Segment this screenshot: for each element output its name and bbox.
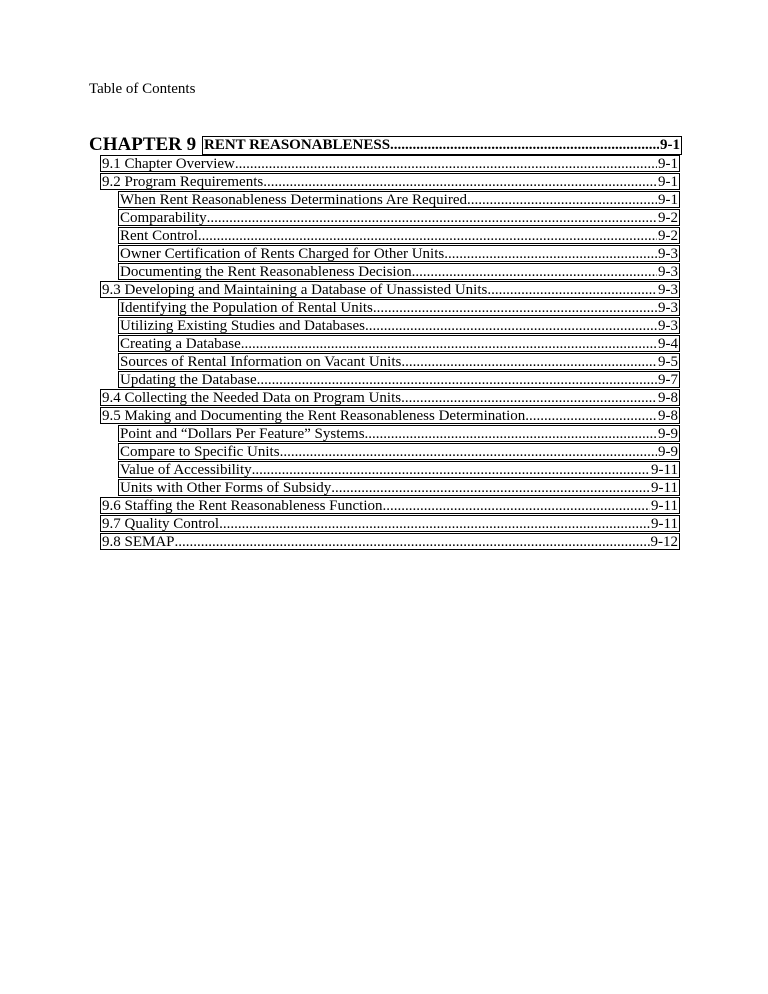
toc-entry-page: 9-1 <box>658 156 678 172</box>
toc-entry-page: 9-8 <box>658 408 678 424</box>
toc-entry-page: 9-9 <box>658 426 678 442</box>
dot-leader <box>365 426 657 441</box>
toc-entry-value-accessibility[interactable] <box>118 461 680 478</box>
chapter-page-number: 9-1 <box>660 137 680 153</box>
dot-leader <box>487 282 657 297</box>
toc-entry-creating-database[interactable] <box>118 335 680 352</box>
toc-entry-owner-certification[interactable] <box>118 245 680 262</box>
toc-heading: Table of Contents <box>89 81 196 97</box>
toc-entry-text: 9.2 Program Requirements <box>102 174 264 190</box>
toc-entry-text: Comparability <box>120 210 207 226</box>
dot-leader <box>235 156 657 171</box>
toc-entry-page: 9-12 <box>650 534 678 550</box>
dot-leader <box>198 228 657 243</box>
toc-entry-page: 9-8 <box>658 390 678 406</box>
toc-entry-page: 9-11 <box>651 516 678 532</box>
toc-entry-existing-studies[interactable] <box>118 317 680 334</box>
toc-entry-identifying-population[interactable] <box>118 299 680 316</box>
toc-entry-text: 9.8 SEMAP <box>102 534 175 550</box>
toc-entry-9-4[interactable] <box>100 389 680 406</box>
dot-leader <box>401 354 657 369</box>
dot-leader <box>383 498 651 513</box>
dot-leader <box>252 462 650 477</box>
dot-leader <box>175 534 650 549</box>
toc-entry-text: Rent Control <box>120 228 198 244</box>
toc-entry-page: 9-1 <box>658 174 678 190</box>
chapter-title: RENT REASONABLENESS <box>204 137 391 153</box>
toc-entry-9-1[interactable] <box>100 155 680 172</box>
toc-entry-compare-specific-units[interactable] <box>118 443 680 460</box>
toc-entry-text: 9.5 Making and Documenting the Rent Reasonableness Determination <box>102 408 526 424</box>
toc-entry-page: 9-3 <box>658 282 678 298</box>
toc-entry-text: Compare to Specific Units <box>120 444 280 460</box>
dot-leader <box>241 336 657 351</box>
dot-leader <box>257 372 657 387</box>
toc-entry-page: 9-9 <box>658 444 678 460</box>
dot-leader <box>373 300 657 315</box>
toc-entry-sources-rental-info[interactable] <box>118 353 680 370</box>
toc-entry-page: 9-1 <box>658 192 678 208</box>
toc-entry-text: 9.6 Staffing the Rent Reasonableness Function <box>102 498 383 514</box>
toc-entry-text: 9.4 Collecting the Needed Data on Program Units <box>102 390 402 406</box>
toc-entry-page: 9-11 <box>651 462 678 478</box>
dot-leader <box>525 408 657 423</box>
toc-entry-9-7[interactable] <box>100 515 680 532</box>
toc-entry-9-8[interactable] <box>100 533 680 550</box>
toc-entry-text: 9.7 Quality Control <box>102 516 220 532</box>
toc-entry-text: Point and “Dollars Per Feature” Systems <box>120 426 365 442</box>
toc-entry-page: 9-2 <box>658 210 678 226</box>
toc-entry-9-2[interactable] <box>100 173 680 190</box>
toc-entry-9-5[interactable] <box>100 407 680 424</box>
toc-entry-rent-control[interactable] <box>118 227 680 244</box>
toc-entry-page: 9-3 <box>658 300 678 316</box>
toc-entry-documenting-decision[interactable] <box>118 263 680 280</box>
toc-entry-text: Updating the Database <box>120 372 257 388</box>
toc-entry-page: 9-7 <box>658 372 678 388</box>
toc-entry-text: Documenting the Rent Reasonableness Decision <box>120 264 412 280</box>
chapter-title-link[interactable] <box>202 136 682 155</box>
dot-leader <box>280 444 657 459</box>
toc-entry-9-3[interactable] <box>100 281 680 298</box>
dot-leader <box>467 192 657 207</box>
toc-entry-text: Value of Accessibility <box>120 462 252 478</box>
toc-entry-point-systems[interactable] <box>118 425 680 442</box>
dot-leader <box>401 390 657 405</box>
dot-leader <box>412 264 657 279</box>
toc-entry-other-subsidy[interactable] <box>118 479 680 496</box>
toc-entry-text: When Rent Reasonableness Determinations Are Required <box>120 192 467 208</box>
toc-entry-page: 9-3 <box>658 246 678 262</box>
toc-entry-comparability[interactable] <box>118 209 680 226</box>
toc-entry-text: 9.1 Chapter Overview <box>102 156 235 172</box>
toc-entry-page: 9-11 <box>651 480 678 496</box>
dot-leader <box>207 210 657 225</box>
chapter-heading <box>89 136 683 154</box>
toc-entry-text: Utilizing Existing Studies and Databases <box>120 318 365 334</box>
toc-entry-page: 9-2 <box>658 228 678 244</box>
toc-entry-9-6[interactable] <box>100 497 680 514</box>
toc-entry-page: 9-3 <box>658 318 678 334</box>
toc-entry-updating-database[interactable] <box>118 371 680 388</box>
toc-entry-when-required[interactable] <box>118 191 680 208</box>
toc-entry-text: Sources of Rental Information on Vacant Units <box>120 354 402 370</box>
toc-entry-text: Units with Other Forms of Subsidy <box>120 480 332 496</box>
dot-leader <box>263 174 657 189</box>
toc-entry-text: Creating a Database <box>120 336 241 352</box>
toc-entry-page: 9-3 <box>658 264 678 280</box>
toc-entry-page: 9-11 <box>651 498 678 514</box>
dot-leader <box>219 516 650 531</box>
toc-entry-text: Owner Certification of Rents Charged for Other Units <box>120 246 445 262</box>
chapter-label: CHAPTER 9 <box>89 134 197 155</box>
dot-leader <box>365 318 657 333</box>
toc-entry-page: 9-4 <box>658 336 678 352</box>
toc-entry-page: 9-5 <box>658 354 678 370</box>
dot-leader <box>331 480 650 495</box>
toc-entry-text: 9.3 Developing and Maintaining a Database of Unassisted Units <box>102 282 488 298</box>
toc-entry-text: Identifying the Population of Rental Units <box>120 300 373 316</box>
dot-leader <box>444 246 657 261</box>
dot-leader <box>390 137 659 154</box>
